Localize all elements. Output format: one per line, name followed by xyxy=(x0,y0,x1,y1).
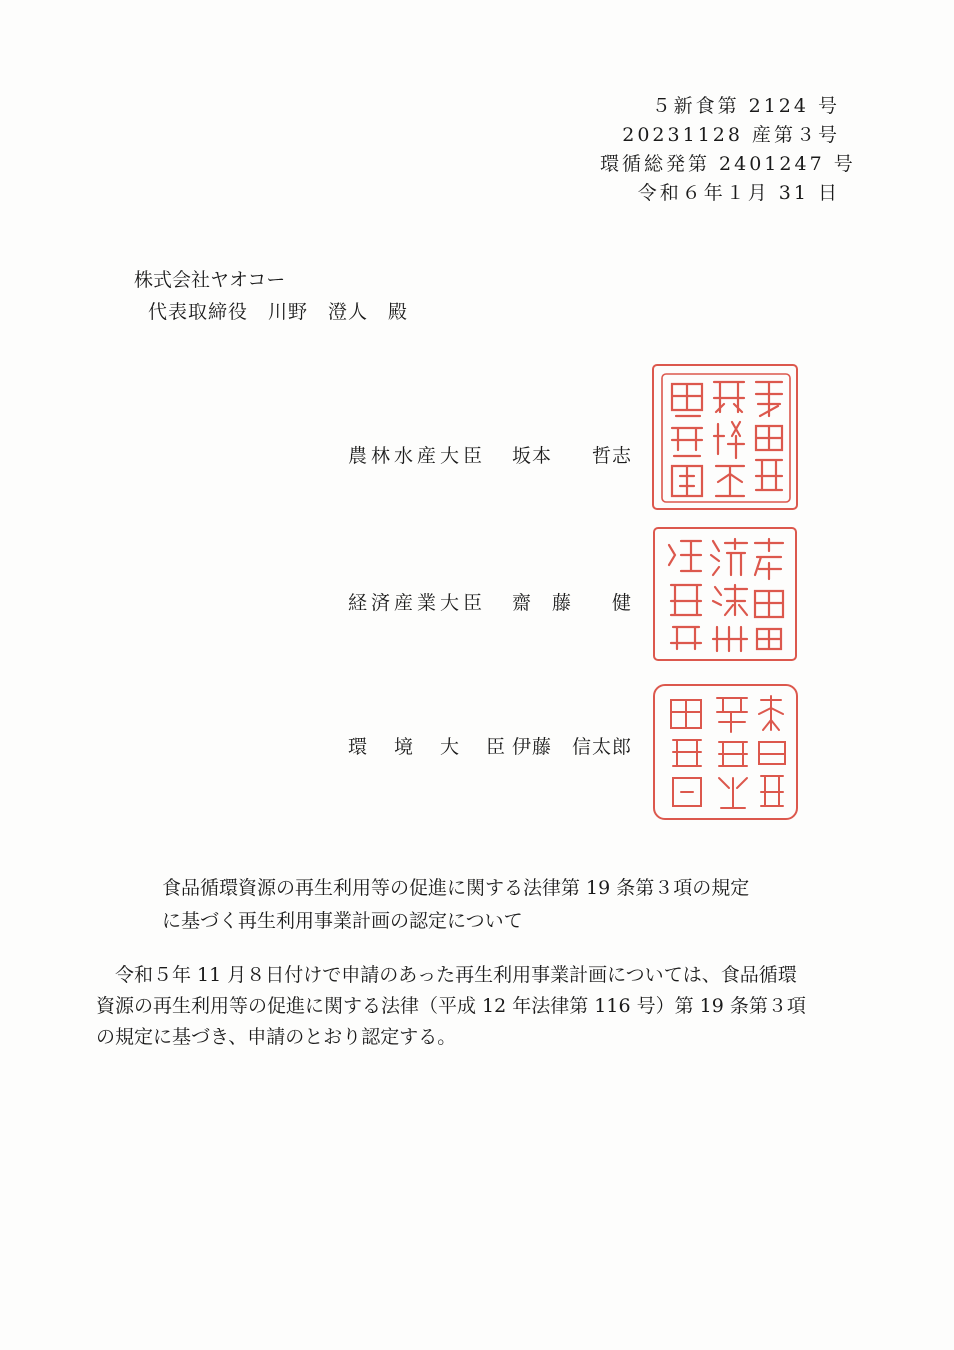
addressee-block xyxy=(134,264,408,328)
minister-title: 経済産業大臣 xyxy=(348,592,487,614)
minister-name: 伊藤 信太郎 xyxy=(512,736,633,758)
minister-name: 齋 藤 健 xyxy=(512,592,633,614)
reference-number-maff: ５新食第 2124 号 xyxy=(651,95,840,117)
subject-line: 食品循環資源の再生利用等の促進に関する法律第 19 条第３項の規定 xyxy=(162,877,750,899)
minister-row-environment xyxy=(348,732,632,759)
minister-name: 坂本 哲志 xyxy=(512,445,633,467)
official-seal-economy xyxy=(653,527,797,661)
document-body xyxy=(96,960,868,1053)
subject-line: に基づく再生利用事業計画の認定について xyxy=(162,910,523,932)
official-seal-environment xyxy=(653,684,798,820)
reference-number-meti: 20231128 産第３号 xyxy=(622,124,840,146)
reference-number-block xyxy=(600,92,856,208)
reference-number-moe: 環循総発第 2401247 号 xyxy=(600,153,856,175)
body-line: 令和５年 11 月８日付けで申請のあった再生利用事業計画については、食品循環 xyxy=(115,964,797,986)
body-line: 資源の再生利用等の促進に関する法律（平成 12 年法律第 116 号）第 19 条第３項 xyxy=(96,995,806,1017)
official-seal-agriculture xyxy=(652,364,798,510)
document-subject xyxy=(162,872,842,938)
minister-row-agriculture xyxy=(348,441,632,468)
addressee-representative: 代表取締役 川野 澄人 殿 xyxy=(148,301,409,323)
body-line: の規定に基づき、申請のとおり認定する。 xyxy=(96,1026,457,1048)
issue-date: 令和６年１月 31 日 xyxy=(637,182,840,204)
minister-title: 環 境 大 臣 xyxy=(348,736,510,758)
minister-title: 農林水産大臣 xyxy=(348,445,487,467)
minister-row-economy xyxy=(348,588,632,615)
addressee-company: 株式会社ヤオコー xyxy=(134,269,286,291)
